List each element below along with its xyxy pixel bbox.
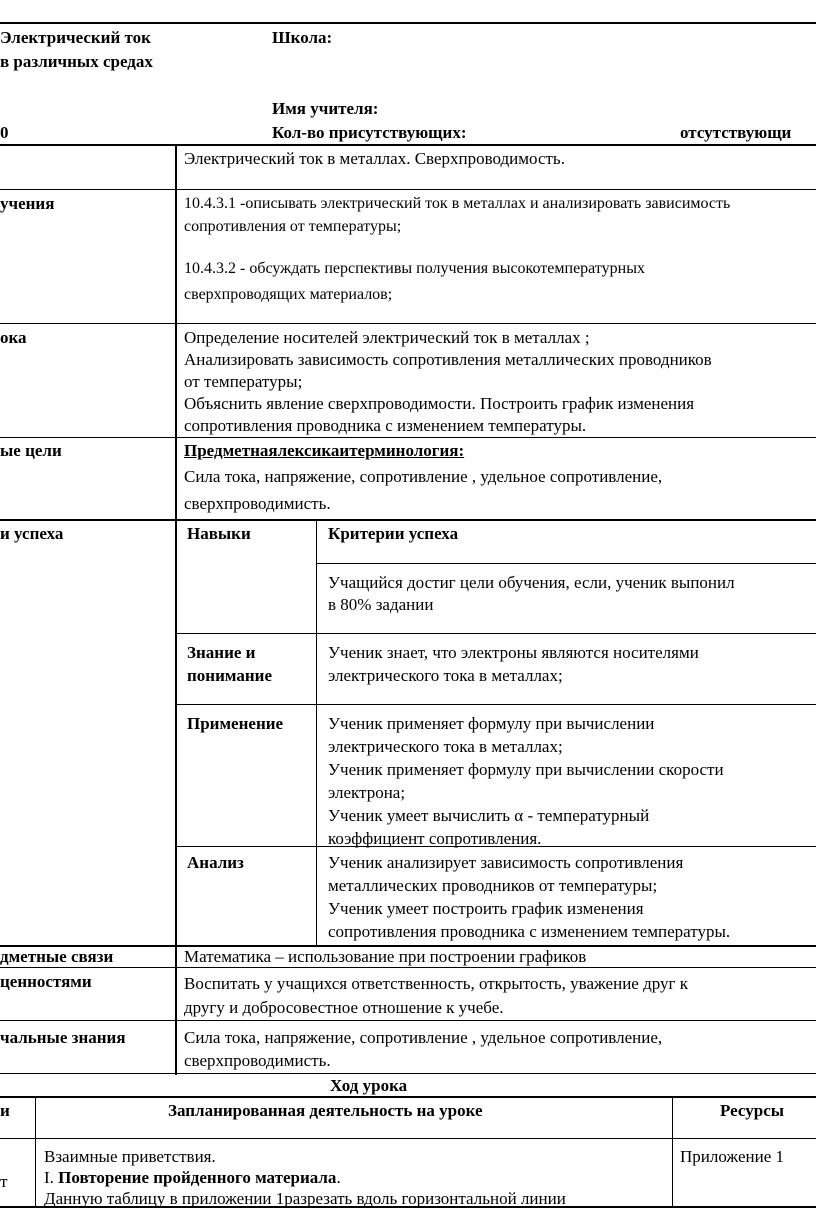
analysis-criterion-line: Ученик анализирует зависимость сопротивления [328,853,684,872]
class-label: 0 [0,123,9,142]
row-line-language [0,519,816,521]
lesson-objective-line: сопротивления проводника с изменением температуры. [184,416,587,435]
criteria-header: Критерии успеха [328,524,459,543]
plan-activity-line-3: Данную таблицу в приложении 1разрезать вдоль горизонтальной линии [44,1189,566,1208]
learning-objectives-label: учения [0,194,55,213]
plan-stage-label: т [0,1172,8,1191]
application-criterion-line: электрона; [328,783,406,802]
terminology-heading: Предметнаялексикаитерминология: [184,441,465,460]
plan-header-bottom [0,1138,816,1139]
interdisciplinary-label: дметные связи [0,947,114,966]
general-criterion-line-2: в 80% задании [328,595,434,614]
plan-col-divider-2 [672,1097,673,1207]
row-line-values [0,1020,816,1021]
col-divider-main [175,146,177,1075]
general-criterion-line-1: Учащийся достиг цели обучения, если, ученик выпонил [328,573,735,592]
row-line-lesson [0,437,816,438]
analysis-criterion-line: Ученик умеет построить график изменения [328,899,644,918]
objective-2-line-1: 10.4.3.2 - обсуждать перспективы получения высокотемпературных [184,260,645,277]
application-criterion-line: Ученик применяет формулу при вычислении скорости [328,760,724,779]
plan-activity-line-2 [44,1167,341,1189]
success-criteria-label: и успеха [0,524,64,543]
terminology-line-2: сверхпроводимисть. [184,494,331,513]
application-criterion-line: коэффициент сопротивления. [328,829,542,848]
interdisciplinary-value: Математика – использование при построении графиков [184,947,587,966]
skills-header: Навыки [187,524,251,543]
plan-activity-line-1: Взаимные приветствия. [44,1147,216,1166]
lesson-objective-line: Объяснить явление сверхпроводимости. Построить график изменения [184,394,695,413]
plan-col2-header: Запланированная деятельность на уроке [168,1101,483,1120]
present-label: Кол-во присутствующих: [272,123,467,142]
teacher-label: Имя учителя: [272,99,379,118]
lesson-objective-line: Анализировать зависимость сопротивления металлических проводников [184,350,712,369]
plan-col3-header: Ресурсы [720,1101,785,1120]
school-label: Школа: [272,28,333,47]
knowledge-criterion-line: Ученик знает, что электроны являются носителями [328,643,699,662]
row-line-learning [0,323,816,324]
prior-knowledge-line-2: сверхпроводимисть. [184,1051,331,1070]
lesson-objectives-label: ока [0,328,27,347]
activity-dot: . [336,1168,341,1187]
criteria-row-line-1 [177,633,816,634]
criteria-row-line-2 [177,704,816,705]
knowledge-criterion-line: электрического тока в металлах; [328,666,563,685]
topic-line-1: Электрический ток [0,28,151,47]
application-label: Применение [187,714,284,733]
values-line-1: Воспитать у учащихся ответственность, открытость, уважение друг к [184,974,688,993]
objective-1-line-2: сопротивления от температуры; [184,218,402,235]
application-criterion-line: Ученик умеет вычислить α - температурный [328,806,650,825]
header-bottom-border [0,144,816,146]
objective-2-line-2: сверхпроводящих материалов; [184,286,393,303]
top-border [0,22,816,24]
activity-bold-title: Повторение пройденного материала [58,1168,337,1187]
application-criterion-line: электрического тока в металлах; [328,737,563,756]
prior-knowledge-line-1: Сила тока, напряжение, сопротивление , удельное сопротивление, [184,1028,663,1047]
roman-numeral: I. [44,1168,54,1187]
knowledge-label: Знание и [187,643,256,662]
lesson-plan-title: Ход урока [330,1076,408,1095]
analysis-criterion-line: металлических проводников от температуры; [328,876,658,895]
criteria-col-divider [316,521,317,945]
terminology-line-1: Сила тока, напряжение, сопротивление , удельное сопротивление, [184,467,663,486]
row-line-prior [0,1073,816,1074]
topic-value: Электрический ток в металлах. Сверхпроводимость. [184,149,565,168]
knowledge-label: понимание [187,666,272,685]
lesson-objective-line: Определение носителей электрический ток в металлах ; [184,328,590,347]
analysis-criterion-line: сопротивления проводника с изменением температуры. [328,922,731,941]
prior-knowledge-label: чальные знания [0,1028,126,1047]
row-line-topic [0,189,816,190]
values-line-2: другу и добросовестное отношение к учебе. [184,998,504,1017]
analysis-label: Анализ [187,853,244,872]
language-objectives-label: ые цели [0,441,62,460]
plan-col-divider-1 [35,1097,36,1207]
plan-resource: Приложение 1 [680,1147,784,1166]
plan-header-top [0,1096,816,1098]
lesson-objective-line: от температуры; [184,372,303,391]
absent-label: отсутствующи [680,123,792,142]
objective-1-line-1: 10.4.3.1 -описывать электрический ток в металлах и анализировать зависимость [184,195,731,212]
values-label: ценностями [0,972,92,991]
criteria-header-line [316,563,816,564]
plan-col1-header: и [0,1101,10,1120]
topic-line-2: в различных средах [0,52,153,71]
application-criterion-line: Ученик применяет формулу при вычислении [328,714,655,733]
